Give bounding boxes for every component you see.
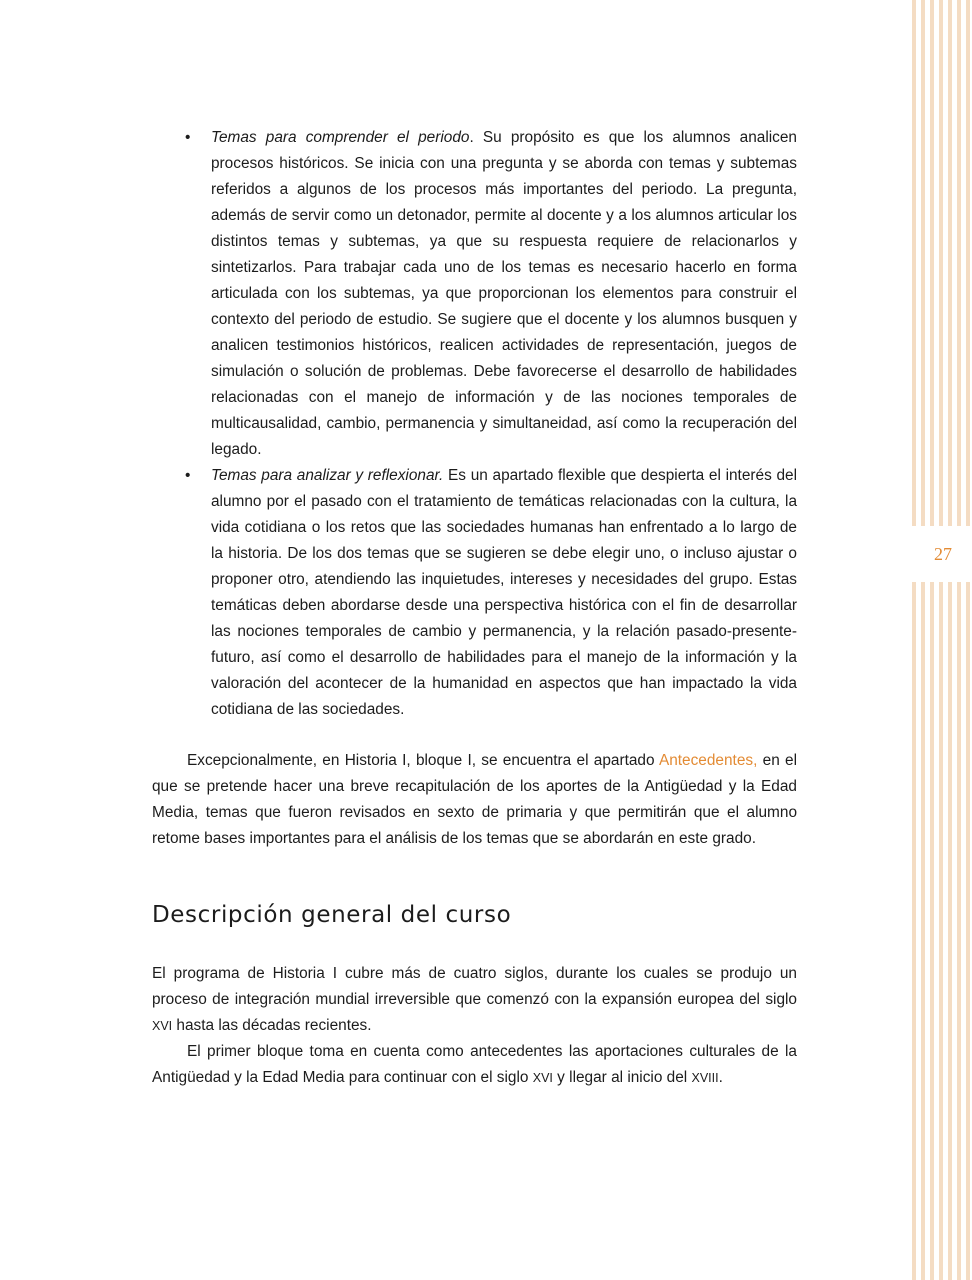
page-number: 27 (934, 544, 952, 564)
list-item-text (211, 125, 797, 463)
paragraph-text: . (718, 1069, 723, 1086)
list-item-title: Temas para comprender el periodo (211, 129, 470, 146)
bullet-icon: • (185, 467, 191, 484)
century-numeral: XVIII (691, 1071, 719, 1085)
page-edge-stripes (912, 0, 972, 1280)
paragraph-text: y llegar al inicio del (552, 1069, 692, 1086)
antecedentes-highlight: Antecedentes, (658, 752, 758, 769)
list-item-title: Temas para analizar y reflexionar. (211, 467, 444, 484)
bullet-icon: • (185, 129, 191, 146)
list-item-body: Su propósito es que los alumnos analicen procesos históricos. Se inicia con una pregunta y se aborda con temas y subtemas referidos a algunos de los procesos más importantes del periodo. La pregunta, además de servir como un detonador, permite al docente y a los alumnos articular los distintos temas y subtemas, ya que su respuesta requiere de relacionarlos y sintetizarlos. Para trabajar cada uno de los temas es necesario hacerlo en forma articulada con los subtemas, ya que proporcionan los elementos para construir el contexto del periodo de estudio. Se sugiere que el docente y los alumnos busquen y analicen testimonios históricos, realicen actividades de representación, juegos de simulación o solución de problemas. Debe favorecerse el desarrollo de habilidades relacionadas con el manejo de información y de las nociones temporales de multicausalidad, cambio, permanencia y simultaneidad, así como la recuperación del legado. (211, 129, 797, 458)
paragraph-text: El programa de Historia I cubre más de cuatro siglos, durante los cuales se produjo un proceso de integración mundial irreversible que comenzó con la expansión europea del siglo (152, 965, 797, 1008)
paragraph-first-block (152, 1039, 797, 1091)
list-item-text (211, 463, 797, 723)
section-heading: Descripción general del curso (152, 902, 512, 928)
list-item (152, 463, 797, 723)
list-item (152, 125, 797, 463)
paragraph-text: hasta las décadas recientes. (172, 1017, 372, 1034)
edge-stripe (957, 0, 961, 1280)
paragraph-program (152, 961, 797, 1039)
edge-stripe (930, 0, 934, 1280)
edge-stripe (939, 0, 943, 1280)
century-numeral: XVI (152, 1019, 173, 1033)
list-item-body: Es un apartado flexible que despierta el interés del alumno por el pasado con el tratamiento de temáticas relacionadas con la cultura, la vida cotidiana o los retos que las sociedades humanas han enfrentado a lo largo de la historia. De los dos temas que se sugieren se debe elegir uno, o incluso ajustar o proponer otro, atendiendo las inquietudes, intereses y necesidades del grupo. Estas temáticas deben abordarse desde una perspectiva histórica con el fin de desarrollar las nociones temporales de cambio y permanencia, y la relación pasado-presente-futuro, así como el desarrollo de habilidades para el manejo de la información y la valoración del acontecer de la humanidad en aspectos que han impactado la vida cotidiana de las sociedades. (211, 467, 798, 718)
list-item-separator: . (469, 129, 483, 146)
paragraph-text: Excepcionalmente, en Historia I, bloque I, se encuentra el apartado (187, 752, 659, 769)
page-content (152, 125, 797, 1091)
edge-stripe (912, 0, 916, 1280)
century-numeral: XVI (532, 1071, 553, 1085)
paragraph-text: en el que se pretende hacer una breve recapitulación de los aportes de la Antigüedad y la Edad Media, temas que fueron revisados en sexto de primaria y que permitirán que el alumno retome bases importantes para el análisis de los temas que se abordarán en este grado. (152, 752, 797, 847)
paragraph-text: El primer bloque toma en cuenta como antecedentes las aportaciones culturales de la Antigüedad y la Edad Media para continuar con el siglo (152, 1043, 797, 1086)
edge-stripe (921, 0, 925, 1280)
paragraph-exception (152, 748, 797, 852)
edge-stripe (966, 0, 970, 1280)
edge-stripe (948, 0, 952, 1280)
